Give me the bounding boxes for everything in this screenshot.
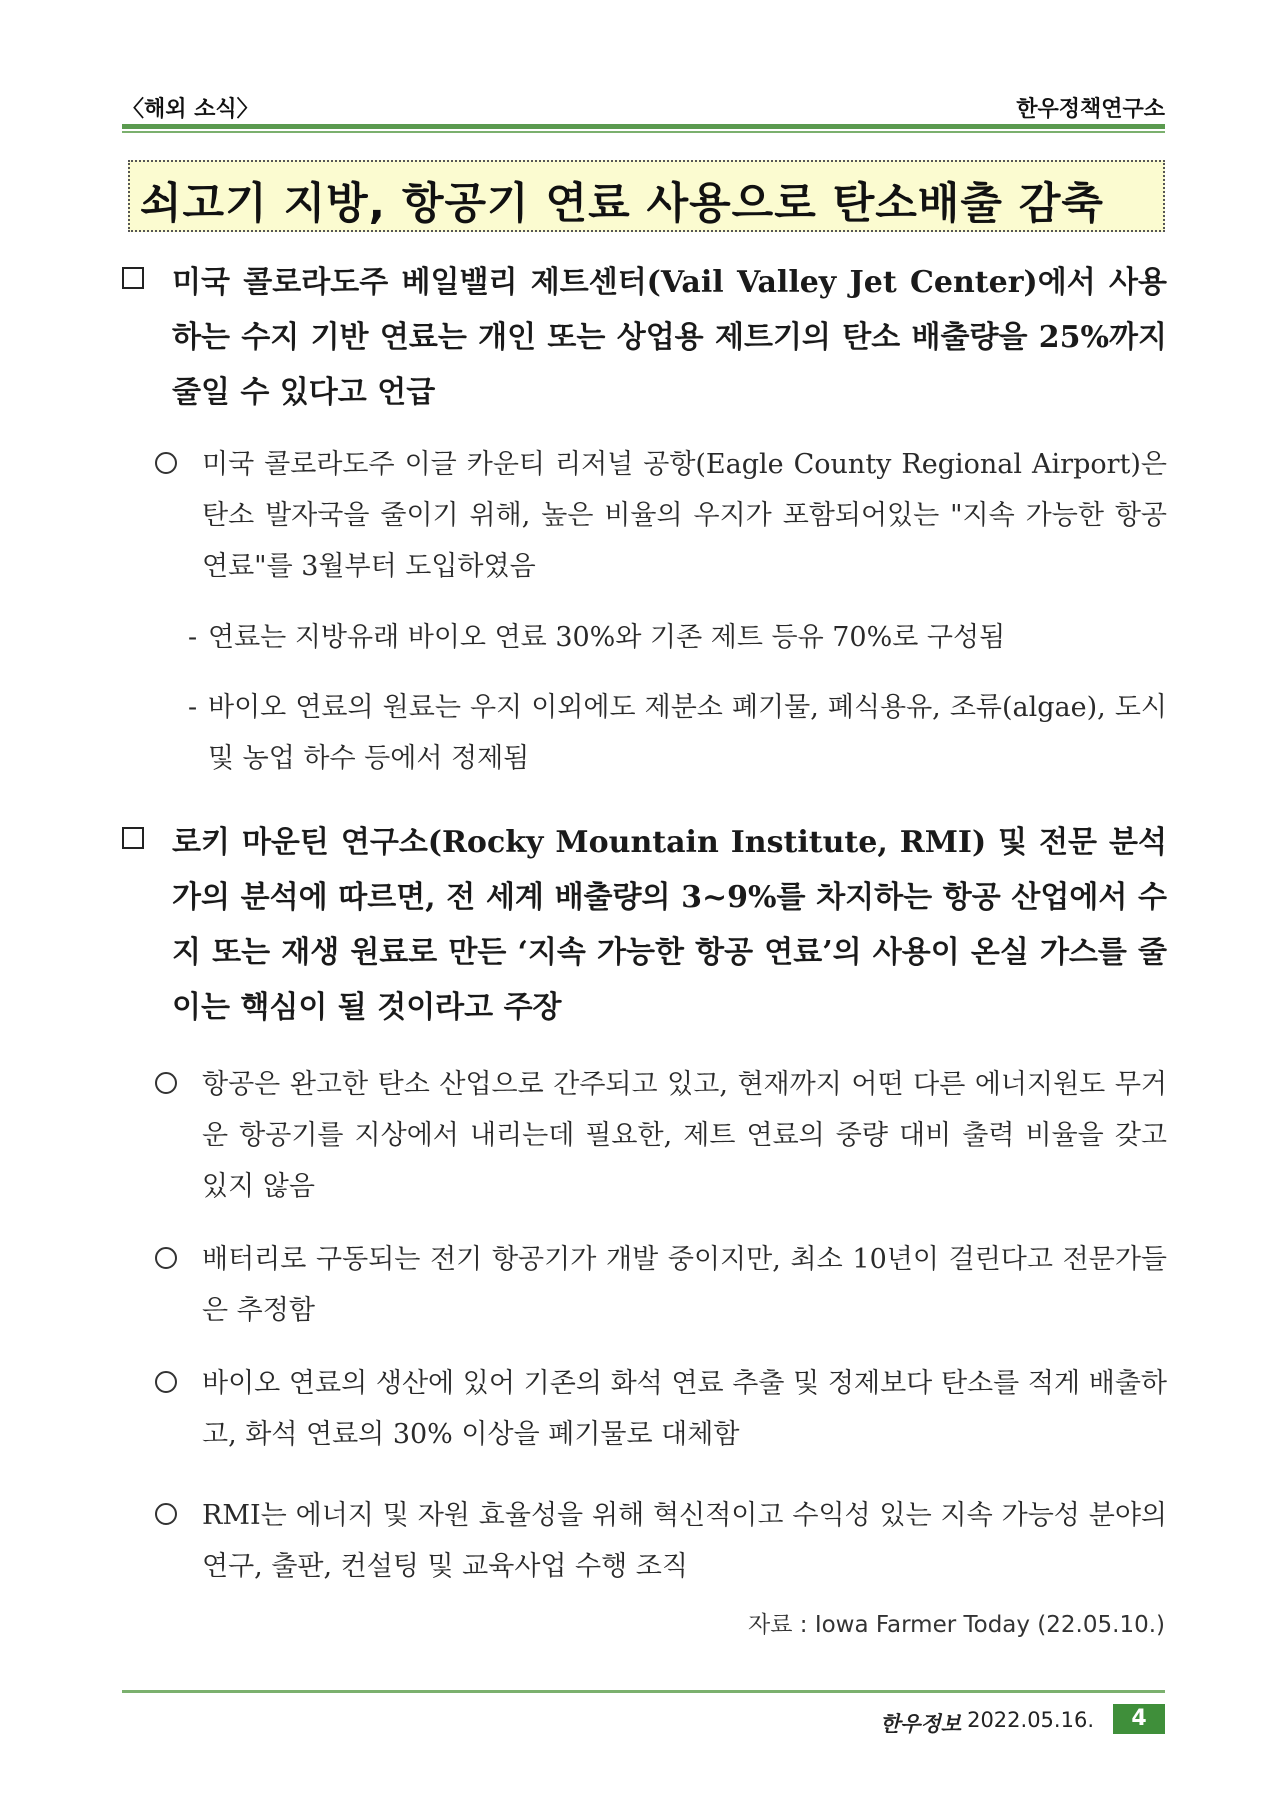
circle-bullet-icon (155, 1072, 177, 1094)
section-1-text: 미국 콜로라도주 베일밸리 제트센터(Vail Valley Jet Center)에서 사용하는 수지 기반 연료는 개인 또는 상업용 제트기의 탄소 배출량을 25%까지 줄일 수 있다고 언급 (172, 265, 1167, 410)
bullet-text: RMI는 에너지 및 자원 효율성을 위해 혁신적이고 수익성 있는 지속 가능성 분야의 연구, 출판, 컨설팅 및 교육사업 수행 조직 (202, 1500, 1167, 1582)
sub-text: 연료는 지방유래 바이오 연료 30%와 기존 제트 등유 70%로 구성됨 (208, 622, 1006, 653)
footer-publication-name: 한우정보 (879, 1712, 961, 1736)
circle-bullet-icon (155, 1247, 177, 1269)
footer-date: 2022.05.16. (967, 1708, 1094, 1732)
section-1-sub-1 (188, 612, 1167, 663)
source-citation: 자료 : Iowa Farmer Today (22.05.10.) (748, 1612, 1165, 1638)
header-rule (122, 124, 1165, 129)
square-bullet-icon (122, 267, 144, 289)
circle-bullet-icon (155, 1371, 177, 1393)
circle-bullet-icon (155, 452, 177, 474)
section-1-sub-2 (188, 682, 1167, 784)
circle-bullet-icon (155, 1503, 177, 1525)
footer-rule (122, 1690, 1165, 1693)
section-2-text: 로키 마운틴 연구소(Rocky Mountain Institute, RMI) 및 전문 분석가의 분석에 따르면, 전 세계 배출량의 3~9%를 차지하는 항공 산업에서 수지 또는 재생 원료로 만든 ‘지속 가능한 항공 연료’의 사용이 온실 가스를 줄이는 핵심이 될 것이라고 주장 (172, 825, 1167, 1025)
dash-marker: - (188, 692, 198, 723)
bullet-text: 항공은 완고한 탄소 산업으로 간주되고 있고, 현재까지 어떤 다른 에너지원도 무거운 항공기를 지상에서 내리는데 필요한, 제트 연료의 중량 대비 출력 비율을 갖고 있지 않음 (202, 1069, 1167, 1202)
sub-text: 바이오 연료의 원료는 우지 이외에도 제분소 폐기물, 폐식용유, 조류(algae), 도시 및 농업 하수 등에서 정제됨 (208, 692, 1167, 774)
header-rule-thin (122, 131, 1165, 133)
section-2-bullet-4 (155, 1490, 1167, 1592)
bullet-text: 배터리로 구동되는 전기 항공기가 개발 중이지만, 최소 10년이 걸린다고 전문가들은 추정함 (202, 1244, 1167, 1326)
dash-marker: - (188, 622, 198, 653)
section-2-bullet-1 (155, 1059, 1167, 1212)
section-1 (122, 255, 1167, 420)
square-bullet-icon (122, 827, 144, 849)
page-title: 쇠고기 지방, 항공기 연료 사용으로 탄소배출 감축 (140, 179, 1104, 229)
section-1-bullet-1 (155, 439, 1167, 592)
bullet-text: 미국 콜로라도주 이글 카운티 리저널 공항(Eagle County Regional Airport)은 탄소 발자국을 줄이기 위해, 높은 비율의 우지가 포함되어있는 "지속 가능한 항공 연료"를 3월부터 도입하였음 (202, 449, 1167, 582)
section-2-bullet-2 (155, 1234, 1167, 1336)
header-organization: 한우정책연구소 (1016, 97, 1165, 122)
section-2-bullet-3 (155, 1358, 1167, 1460)
header-section-label: 〈해외 소식〉 (122, 97, 259, 122)
title-box (128, 160, 1165, 232)
section-2 (122, 815, 1167, 1035)
page-number-badge: 4 (1113, 1704, 1165, 1734)
bullet-text: 바이오 연료의 생산에 있어 기존의 화석 연료 추출 및 정제보다 탄소를 적게 배출하고, 화석 연료의 30% 이상을 폐기물로 대체함 (202, 1368, 1167, 1450)
